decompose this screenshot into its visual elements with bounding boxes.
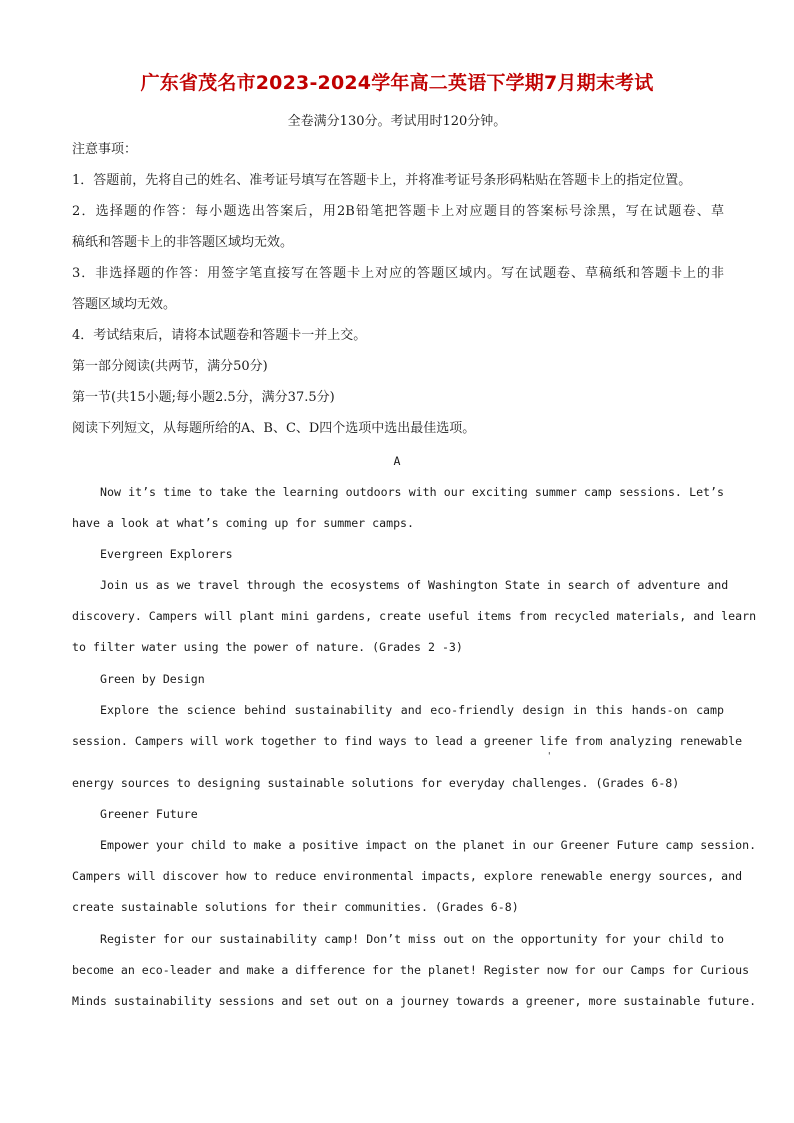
passage-line: Campers will discover how to reduce environmental impacts, explore renewable energy sources, and	[72, 869, 743, 883]
stray-mark: '	[548, 752, 551, 762]
camp-name: Evergreen Explorers	[100, 547, 233, 561]
page-title: 广东省茂名市2023-2024学年高二英语下学期7月期末考试	[140, 72, 654, 94]
camp-name: Greener Future	[100, 807, 198, 821]
note-line: 答题区域均无效。	[72, 297, 177, 312]
passage-line: become an eco-leader and make a difference for the planet! Register now for our Camps for Curious	[72, 963, 750, 977]
passage-line: Empower your child to make a positive impact on the planet in our Greener Future camp session.	[100, 838, 757, 852]
passage-line: Join us as we travel through the ecosystems of Washington State in search of adventure and	[100, 578, 729, 592]
passage-line: have a look at what’s coming up for summer camps.	[72, 516, 415, 530]
passage-line: energy sources to designing sustainable solutions for everyday challenges. (Grades 6-8)	[72, 776, 680, 790]
note-line: 3．非选择题的作答：用签字笔直接写在答题卡上对应的答题区域内。写在试题卷、草稿纸和答题卡上的非	[72, 266, 724, 281]
note-line: 4．考试结束后，请将本试题卷和答题卡一并上交。	[72, 328, 367, 343]
section-heading: 第一节(共15小题;每小题2.5分，满分37.5分)	[72, 390, 335, 405]
passage-line: discovery. Campers will plant mini gardens, create useful items from recycled materials, and learn	[72, 609, 757, 623]
passage-line: create sustainable solutions for their communities. (Grades 6-8)	[72, 900, 519, 914]
passage-line: session. Campers will work together to find ways to lead a greener life from analyzing renewable	[72, 734, 743, 748]
section-instruction: 阅读下列短文，从每题所给的A、B、C、D四个选项中选出最佳选项。	[72, 421, 476, 436]
passage-label: A	[393, 454, 401, 468]
passage-line: Minds sustainability sessions and set out on a journey towards a greener, more sustainable future.	[72, 994, 757, 1008]
note-line: 稿纸和答题卡上的非答题区域均无效。	[72, 235, 294, 250]
passage-line: Explore the science behind sustainability and eco-friendly design in this hands-on camp	[100, 703, 724, 717]
note-line: 1．答题前，先将自己的姓名、准考证号填写在答题卡上，并将准考证号条形码粘贴在答题卡上的指定位置。	[72, 173, 692, 188]
passage-line: to filter water using the power of nature. (Grades 2 -3)	[72, 640, 463, 654]
notes-heading: 注意事项：	[72, 142, 138, 157]
passage-line: Register for our sustainability camp! Don’t miss out on the opportunity for your child to	[100, 932, 724, 946]
part-heading: 第一部分阅读(共两节，满分50分)	[72, 359, 268, 374]
exam-subtitle: 全卷满分130分。考试用时120分钟。	[287, 114, 507, 129]
passage-line: Now it’s time to take the learning outdoors with our exciting summer camp sessions. Let’s	[100, 485, 724, 499]
note-line: 2．选择题的作答：每小题选出答案后，用2B铅笔把答题卡上对应题目的答案标号涂黑，写在试题卷、草	[72, 204, 724, 219]
camp-name: Green by Design	[100, 672, 205, 686]
